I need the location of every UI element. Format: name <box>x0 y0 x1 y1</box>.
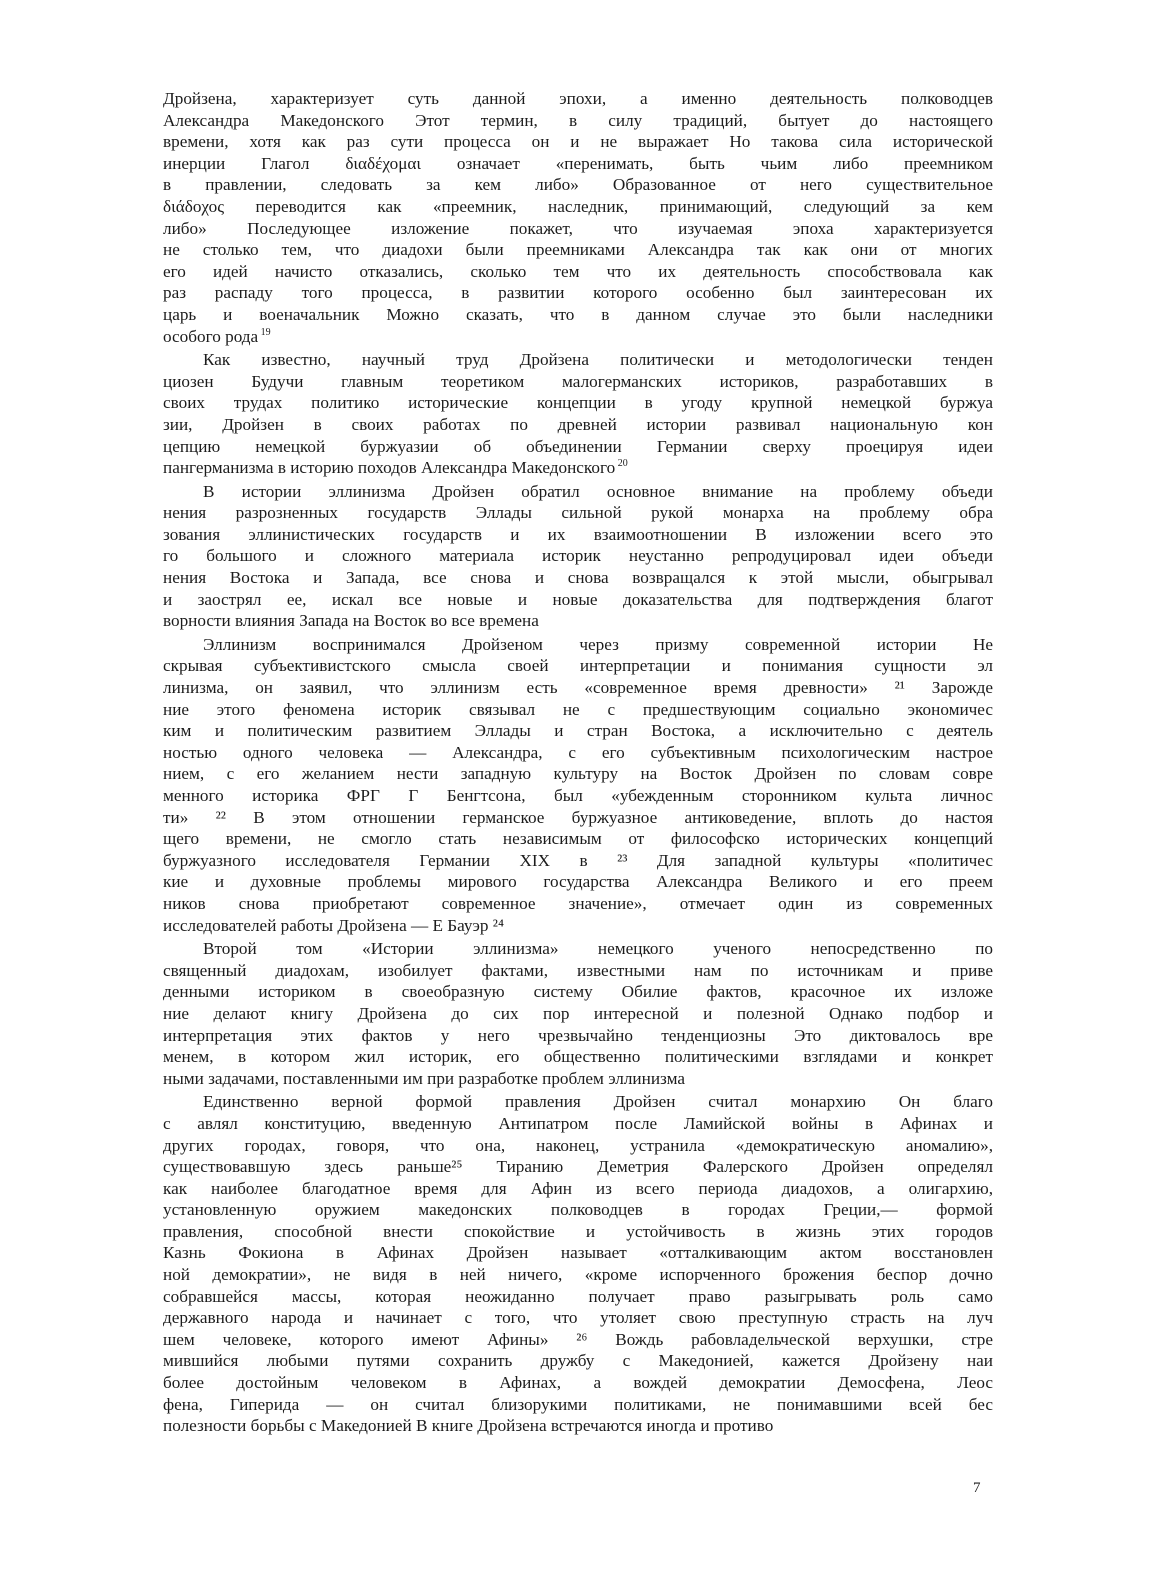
body-text <box>163 88 993 1439</box>
text-line: других городах, говоря, что она, наконец, устранила «демократическую аномалию», <box>163 1135 993 1155</box>
text-line: Как известно, научный труд Дройзена политически и методологически тенден <box>203 350 993 370</box>
text-line: державного народа и начинает с того, что утоляет свою преступную страсть на луч <box>163 1308 993 1328</box>
paragraph-2 <box>163 349 993 479</box>
paragraph-5 <box>163 938 993 1089</box>
text-line: циозен Будучи главным теоретиком малогерманских историков, разработавших в <box>163 371 993 391</box>
text-line: времени, хотя как раз сути процесса он и не выражает Но такова сила исторической <box>163 132 993 152</box>
text-line: и заострял ее, искал все новые и новые доказательства для подтверждения благот <box>163 589 993 609</box>
paragraph-1 <box>163 88 993 347</box>
text-line: фена, Гиперида — он считал близорукими политиками, не понимавшими всей бес <box>163 1394 993 1414</box>
text-line: раз распаду того процесса, в развитии которого особенно был заинтересован их <box>163 283 993 303</box>
text-line: нения разрозненных государств Эллады сильной рукой монарха на проблему обра <box>163 503 993 523</box>
text-line: Дройзена, характеризует суть данной эпохи, а именно деятельность полководцев <box>163 89 993 108</box>
text-line: кие и духовные проблемы мирового государства Александра Великого и его преем <box>163 872 993 892</box>
text-line: существовавшую здесь раньше²⁵ Тиранию Деметрия Фалерского Дройзен определял <box>163 1157 993 1177</box>
text-line: Второй том «Истории эллинизма» немецкого ученого непосредственно по <box>203 939 993 959</box>
text-line: зии, Дройзен в своих работах по древней истории развивал национальную кон <box>163 414 993 434</box>
text-line: буржуазного исследователя Германии XIX в ²³ Для западной культуры «политичес <box>163 850 993 870</box>
text-line: священный диадохам, изобилует фактами, известными нам по источникам и приве <box>163 960 993 980</box>
text-line: нения Востока и Запада, все снова и снова возвращался к этой мысли, обыгрывал <box>163 568 993 588</box>
text-line: ние делают книгу Дройзена до сих пор интересной и полезной Однако подбор и <box>163 1003 993 1023</box>
text-line: шем человеке, которого имеют Афины» ²⁶ Вождь рабовладельческой верхушки, стре <box>163 1329 993 1349</box>
text-line: ние этого феномена историк связывал не с предшествующим социально экономичес <box>163 699 993 719</box>
text-line: в правлении, следовать за кем либо» Образованное от него существительное <box>163 175 993 195</box>
text-line: ворности влияния Запада на Восток во все времена <box>163 611 539 631</box>
text-line: ной демократии», не видя в ней ничего, «кроме испорченного брожения беспор дочно <box>163 1265 993 1285</box>
paragraph-4 <box>163 634 993 936</box>
text-line: щего времени, не смогло стать независимым от философско исторических концепций <box>163 829 993 849</box>
text-line: царь и военачальник Можно сказать, что в данном случае это были наследники <box>163 304 993 324</box>
footnote-ref: 19 <box>258 326 271 338</box>
text-line: установленную оружием македонских полководцев в городах Греции,— формой <box>163 1200 993 1220</box>
text-line: денными историком в своеобразную систему Обилие фактов, красочное их изложе <box>163 982 993 1002</box>
paragraph-3 <box>163 481 993 632</box>
text-line: с авлял конституцию, введенную Антипатром после Ламийской войны в Афинах и <box>163 1113 993 1133</box>
text-line: ти» ²² В этом отношении германское буржуазное антиковедение, вплоть до настоя <box>163 807 993 827</box>
text-line: пангерманизма в историю походов Александра Македонского $^{20}$ <box>163 458 628 478</box>
text-line: ными задачами, поставленными им при разработке проблем эллинизма <box>163 1068 685 1088</box>
text-line: менем, в котором жил историк, его общественно политическими взглядами и конкрет <box>163 1047 993 1067</box>
text-line: цепцию немецкой буржуазии об объединении Германии сверху проецируя идеи <box>163 436 993 456</box>
text-line: полезности борьбы с Македонией В книге Дройзена встречаются иногда и противо <box>163 1416 774 1436</box>
page-number: 7 <box>973 1480 981 1496</box>
text-line: либо» Последующее изложение покажет, что изучаемая эпоха характеризуется <box>163 218 993 238</box>
text-line: менного историка ФРГ Г Бенгтсона, был «убежденным сторонником культа личнос <box>163 786 993 805</box>
text-line: как наиболее благодатное время для Афин из всего периода диадохов, а олигархию, <box>163 1178 993 1198</box>
text-line: мившийся любыми путями сохранить дружбу с Македонией, кажется Дройзену наи <box>163 1351 993 1371</box>
text-line: интерпретация этих фактов у него чрезвычайно тенденциозны Это диктовалось вре <box>163 1025 993 1045</box>
text-line: своих трудах политико исторические концепции в угоду крупной немецкой буржуа <box>163 393 993 413</box>
text-line: ностью одного человека — Александра, с его субъективным психологическим настрое <box>163 742 993 762</box>
text-line: Единственно верной формой правления Дройзен считал монархию Он благо <box>203 1092 993 1112</box>
text-line: его идей начисто отказались, сколько тем что их деятельность способствовала как <box>163 261 993 281</box>
text-line: исследователей работы Дройзена — Е Бауэр ²⁴ <box>163 915 504 935</box>
paragraph-6 <box>163 1091 993 1437</box>
text-line: ким и политическим развитием Эллады и стран Востока, а исключительно с деятель <box>163 721 993 741</box>
text-line: Эллинизм воспринимался Дройзеном через призму современной истории Не <box>203 634 993 654</box>
footnote-ref: 20 <box>615 458 628 470</box>
text-line: более достойным человеком в Афинах, а вождей демократии Демосфена, Леос <box>163 1373 993 1393</box>
text-line: διάδοχος переводится как «преемник, наследник, принимающий, следующий за кем <box>163 196 993 216</box>
text-line: ников снова приобретают современное значение», отмечает один из современных <box>163 893 993 913</box>
text-line: В истории эллинизма Дройзен обратил основное внимание на проблему объеди <box>203 481 993 501</box>
text-line: нием, с его желанием нести западную культуру на Восток Дройзен по словам совре <box>163 764 993 784</box>
text-line: Казнь Фокиона в Афинах Дройзен называет «отталкивающим актом восстановлен <box>163 1243 993 1263</box>
text-line: скрывая субъективистского смысла своей интерпретации и понимания сущности эл <box>163 656 993 676</box>
text-line: инерции Глагол διαδέχομαι означает «перенимать, быть чьим либо преемником <box>163 153 993 173</box>
text-line: Александра Македонского Этот термин, в силу традиций, бытует до настоящего <box>163 110 993 130</box>
text-line: особого рода $^{19}$ <box>163 326 271 346</box>
text-line: го большого и сложного материала историк неустанно репродуцировал идеи объеди <box>163 546 993 566</box>
text-line: не столько тем, что диадохи были преемниками Александра так как они от многих <box>163 240 993 260</box>
text-line: линизма, он заявил, что эллинизм есть «современное время древности» ²¹ Зарожде <box>163 678 993 698</box>
text-line: правления, способной внести спокойствие и устойчивость в жизнь этих городов <box>163 1221 993 1241</box>
text-line: зования эллинистических государств и их взаимоотношении В изложении всего это <box>163 524 993 544</box>
text-line: собравшейся массы, которая неожиданно получает право разыгрывать роль само <box>163 1286 993 1306</box>
